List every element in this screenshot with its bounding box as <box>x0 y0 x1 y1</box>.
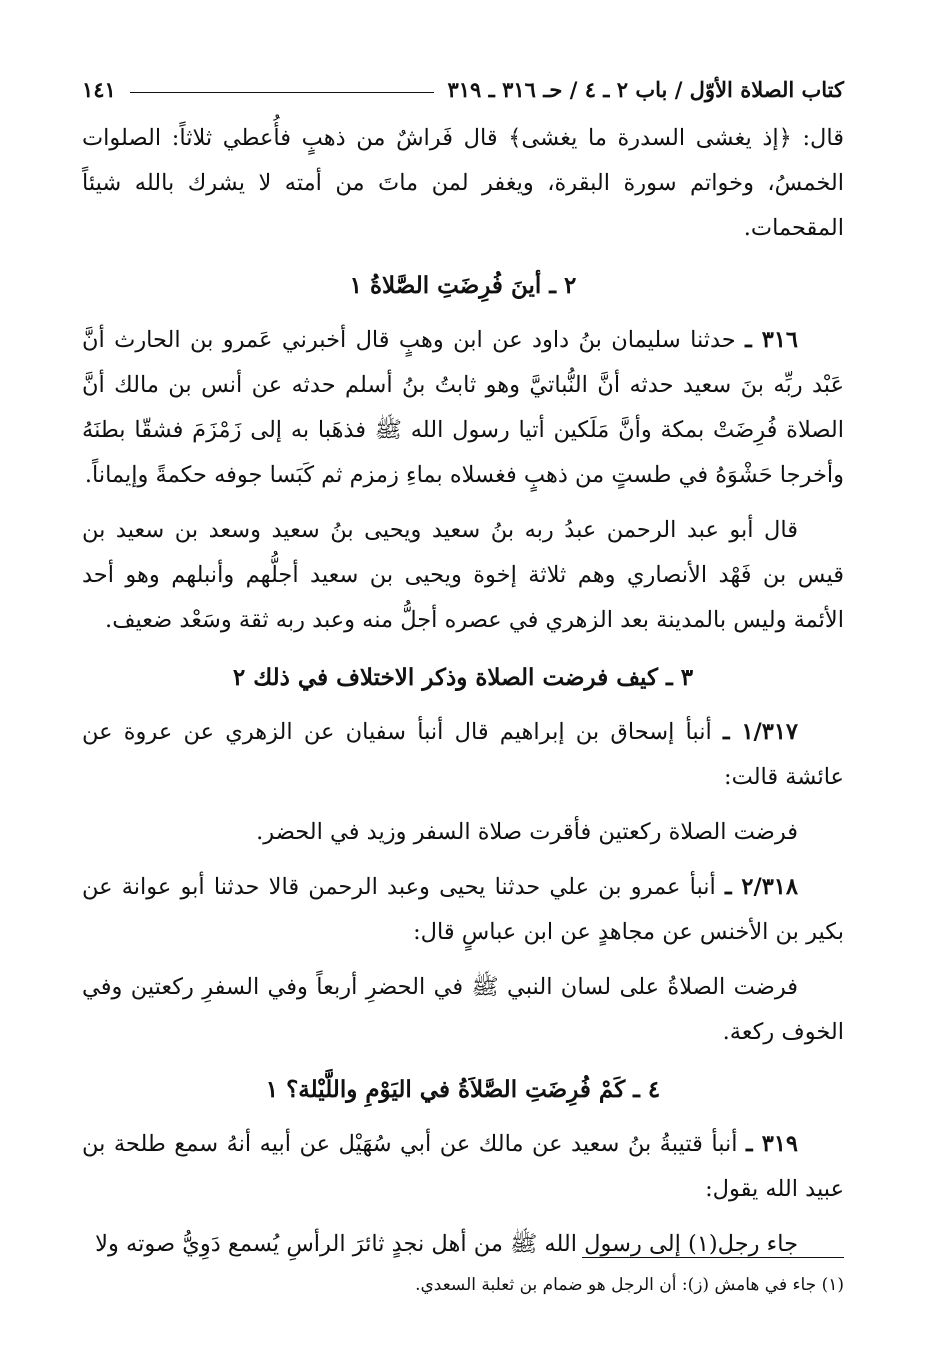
footnote: (١) جاء في هامش (ز): أن الرجل هو ضمام بن ثعلبة السعدي. <box>415 1275 844 1295</box>
paragraph-quran-continuation: قال: ﴿إذ يغشى السدرة ما يغشى﴾ قال فَراشٌ من ذهبٍ فأُعطي ثلاثاً: الصلوات الخمسُ، وخواتم سورة البقرة، ويغفر لمن ماتَ من أمته لا يشرك بالله شيئاً المقحمات. <box>82 125 844 241</box>
hadith-number-317: ١/٣١٧ ـ <box>722 719 798 745</box>
hadith-319-matn: جاء رجل(١) إلى رسول الله ﷺ من أهل نجدٍ ثائرَ الرأسِ يُسمع دَوِيُّ صوته ولا <box>95 1231 798 1257</box>
hadith-text-318: أنبأ عمرو بن علي حدثنا يحيى وعبد الرحمن قالا حدثنا أبو عوانة عن بكير بن الأخنس عن مجاهدٍ عن ابن عباسٍ قال: <box>82 874 844 945</box>
hadith-318-matn: فرضت الصلاةُ على لسان النبي ﷺ في الحضرِ أربعاً وفي السفرِ ركعتين وفي الخوف ركعة. <box>82 974 844 1045</box>
hadith-317 <box>82 710 844 800</box>
hadith-text-316: حدثنا سليمان بنُ داود عن ابن وهبٍ قال أخبرني عَمرو بن الحارث أنَّ عَبْد ربِّه بنَ سعيد حدثه أنَّ النُّباتيَّ وهو ثابتُ بنُ أسلم حدثه عن أنس بن مالك أنَّ الصلاة فُرِضَتْ بمكة وأنَّ مَلَكين أتيا رسول الله ﷺ فذهَبا به إلى زَمْزَمَ فشقّا بطنَهُ وأخرجا حَشْوَهُ في طستٍ من ذهبٍ فغسلاه بماءِ زمزم ثم كَبَسا جوفه حكمةً وإيماناً. <box>82 327 844 488</box>
main-text <box>82 116 844 1267</box>
running-header <box>82 68 844 102</box>
section-heading-4: ٤ ـ كَمْ فُرِضَتِ الصَّلاَةُ في اليَوْمِ واللَّيْلة؟ ١ <box>265 1076 661 1103</box>
hadith-317-matn: فرضت الصلاة ركعتين فأقرت صلاة السفر وزيد في الحضر. <box>256 819 798 845</box>
footnote-rule <box>582 1257 844 1258</box>
hadith-316 <box>82 318 844 498</box>
section-heading-3: ٣ ـ كيف فرضت الصلاة وذكر الاختلاف في ذلك ٢ <box>232 664 694 691</box>
header-title: كتاب الصلاة الأوّل / باب ٢ ـ ٤ / حـ ٣١٦ ـ ٣١٩ <box>447 77 844 102</box>
section-heading-2: ٢ ـ أينَ فُرِضَتِ الصَّلاةُ ١ <box>349 272 577 299</box>
hadith-text-319: أنبأ قتيبةُ بنُ سعيد عن مالك عن أبي سُهَيْل عن أبيه أنهُ سمع طلحة بن عبيد الله يقول: <box>82 1131 844 1202</box>
hadith-319 <box>82 1122 844 1212</box>
hadith-number-318: ٢/٣١٨ ـ <box>724 874 798 900</box>
page-number: ١٤١ <box>82 77 116 102</box>
author-comment: قال أبو عبد الرحمن عبدُ ربه بنُ سعيد ويحيى بنُ سعيد وسعد بن سعيد بن قيس بن فَهْد الأنصاري وهم ثلاثة إخوة ويحيى بن سعيد أجلُّهم وأنبلهم وهو أحد الأئمة وليس بالمدينة بعد الزهري في عصره أجلُّ منه وعبد ربه ثقة وسَعْد ضعيف. <box>82 517 844 633</box>
hadith-number-319: ٣١٩ ـ <box>745 1131 798 1157</box>
header-rule <box>130 92 434 93</box>
hadith-text-317: أنبأ إسحاق بن إبراهيم قال أنبأ سفيان عن الزهري عن عروة عن عائشة قالت: <box>82 719 844 790</box>
hadith-318 <box>82 865 844 955</box>
hadith-number-316: ٣١٦ ـ <box>745 327 798 353</box>
